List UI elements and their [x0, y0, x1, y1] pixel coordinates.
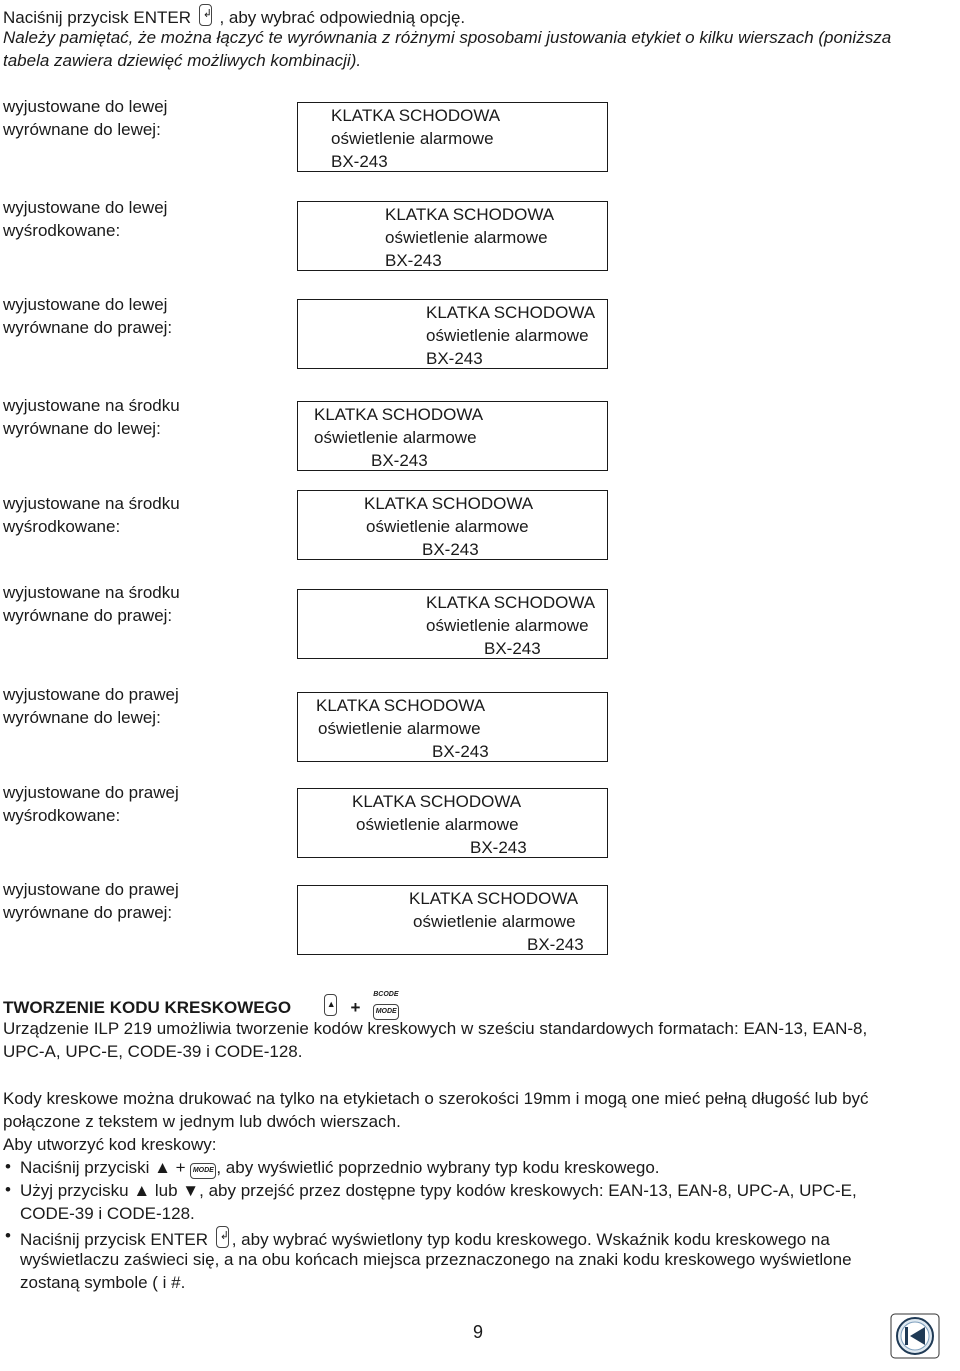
combination-label	[3, 683, 179, 729]
label-preview-line: oświetlenie alarmowe	[413, 912, 576, 931]
back-to-start-icon[interactable]	[890, 1313, 940, 1359]
p2-line-1: Kody kreskowe można drukować na tylko na etykietach o szerokości 19mm i mogą one mieć pełną długość lub być	[3, 1089, 869, 1108]
label-preview-line: BX-243	[331, 152, 388, 171]
label-preview-box	[297, 401, 608, 471]
justify-text: wyjustowane do prawej	[3, 783, 179, 802]
justify-text: wyjustowane do prawej	[3, 685, 179, 704]
section-title: TWORZENIE KODU KRESKOWEGO	[3, 998, 292, 1017]
label-preview-line: oświetlenie alarmowe	[356, 815, 519, 834]
label-preview-line: oświetlenie alarmowe	[318, 719, 481, 738]
justify-text: wyjustowane do lewej	[3, 97, 168, 116]
label-preview-line: KLATKA SCHODOWA	[352, 792, 522, 811]
combination-label	[3, 196, 167, 242]
bullet-2-line-2: CODE-39 i CODE-128.	[20, 1204, 195, 1223]
label-preview-line: KLATKA SCHODOWA	[331, 106, 501, 125]
combination-label	[3, 581, 180, 627]
bullet-dot: •	[5, 1157, 11, 1176]
bullet-3-line-3: zostaną symbole ( i #.	[20, 1273, 186, 1292]
label-preview-line: oświetlenie alarmowe	[426, 326, 589, 345]
label-preview-box	[297, 299, 608, 369]
intro-text: Naciśnij przycisk ENTER	[3, 8, 191, 27]
align-text: wyrównane do lewej:	[3, 708, 161, 727]
page-number: 9	[473, 1322, 484, 1342]
justify-text: wyjustowane do lewej	[3, 295, 168, 314]
label-preview-line: oświetlenie alarmowe	[426, 616, 589, 635]
label-preview-line: KLATKA SCHODOWA	[314, 405, 484, 424]
label-preview-line: BX-243	[484, 639, 541, 658]
label-preview-line: KLATKA SCHODOWA	[426, 303, 596, 322]
bullet-1-text: Naciśnij przyciski ▲ +	[20, 1158, 186, 1177]
mode-key-icon: MODE	[190, 1163, 216, 1179]
label-preview-line: BX-243	[385, 251, 442, 270]
bullet-3-text: Naciśnij przycisk ENTER	[20, 1230, 208, 1249]
mode-key-label: MODE	[373, 1004, 399, 1020]
bullet-1-text: , aby wyświetlić poprzednio wybrany typ kodu kreskowego.	[216, 1158, 660, 1177]
align-text: wyśrodkowane:	[3, 517, 121, 536]
justify-text: wyjustowane na środku	[3, 494, 180, 513]
p1-line-1: Urządzenie ILP 219 umożliwia tworzenie kodów kreskowych w sześciu standardowych formatach: EAN-13, EAN-8,	[3, 1019, 868, 1038]
label-preview-line: KLATKA SCHODOWA	[409, 889, 579, 908]
bcode-label: BCODE	[373, 991, 399, 998]
plus-sign: +	[350, 998, 361, 1017]
justify-text: wyjustowane do lewej	[3, 198, 168, 217]
label-preview-line: oświetlenie alarmowe	[331, 129, 494, 148]
enter-key-icon: ↲	[216, 1226, 229, 1248]
bullet-3-text: , aby wybrać wyświetlony typ kodu kreskowego. Wskaźnik kodu kreskowego na	[231, 1230, 830, 1249]
label-preview-line: BX-243	[470, 838, 527, 857]
label-preview-box	[297, 102, 608, 172]
bullet-2-line-1: Użyj przycisku ▲ lub ▼, aby przejść przez dostępne typy kodów kreskowych: EAN-13, EAN-8, UPC-A, UPC-E,	[20, 1181, 857, 1200]
label-preview-line: BX-243	[432, 742, 489, 761]
bullet-3-line-2: wyświetlaczu zaświeci się, a na obu końcach miejsca przeznaczonego na znaki kodu kreskowego wyświetlone	[20, 1250, 852, 1269]
justify-text: wyjustowane do prawej	[3, 880, 179, 899]
label-preview-line: BX-243	[422, 540, 479, 559]
label-preview-line: KLATKA SCHODOWA	[385, 205, 555, 224]
bullet-dot: •	[5, 1180, 11, 1199]
label-preview-line: oświetlenie alarmowe	[366, 517, 529, 536]
intro-line-1	[3, 4, 465, 29]
intro-line-3: tabela zawiera dziewięć możliwych kombinacji).	[3, 51, 362, 70]
label-preview-line: KLATKA SCHODOWA	[316, 696, 486, 715]
label-preview-line: KLATKA SCHODOWA	[426, 593, 596, 612]
intro-line-2: Należy pamiętać, że można łączyć te wyrównania z różnymi sposobami justowania etykiet o kilku wierszach (poniższa	[3, 28, 892, 47]
label-preview-line: BX-243	[527, 935, 584, 954]
label-preview-box	[297, 885, 608, 955]
align-text: wyśrodkowane:	[3, 806, 121, 825]
justify-text: wyjustowane na środku	[3, 396, 180, 415]
up-arrow-key-icon: ▲	[324, 994, 337, 1016]
label-preview-line: BX-243	[371, 451, 428, 470]
combination-label	[3, 781, 179, 827]
align-text: wyrównane do lewej:	[3, 419, 161, 438]
p2-line-2: połączone z tekstem w jednym lub dwóch wierszach.	[3, 1112, 401, 1131]
label-preview-line: KLATKA SCHODOWA	[364, 494, 534, 513]
align-text: wyrównane do lewej:	[3, 120, 161, 139]
combination-label	[3, 492, 180, 538]
justify-text: wyjustowane na środku	[3, 583, 180, 602]
align-text: wyśrodkowane:	[3, 221, 121, 240]
combination-label	[3, 293, 172, 339]
section-heading	[3, 991, 399, 1020]
label-preview-line: oświetlenie alarmowe	[314, 428, 477, 447]
align-text: wyrównane do prawej:	[3, 606, 173, 625]
p3-text: Aby utworzyć kod kreskowy:	[3, 1135, 217, 1154]
label-preview-box	[297, 788, 608, 858]
align-text: wyrównane do prawej:	[3, 318, 173, 337]
combination-label	[3, 95, 167, 141]
bullet-dot: •	[5, 1226, 11, 1245]
combination-label	[3, 394, 180, 440]
combination-label	[3, 878, 179, 924]
intro-text: , aby wybrać odpowiednią opcję.	[219, 8, 466, 27]
enter-key-icon: ↲	[199, 4, 212, 26]
label-preview-box	[297, 589, 608, 659]
label-preview-box	[297, 692, 608, 762]
p1-line-2: UPC-A, UPC-E, CODE-39 i CODE-128.	[3, 1042, 303, 1061]
bullet-3-line-1	[20, 1226, 830, 1251]
label-preview-line: oświetlenie alarmowe	[385, 228, 548, 247]
align-text: wyrównane do prawej:	[3, 903, 173, 922]
mode-key-icon	[373, 991, 399, 1020]
label-preview-line: BX-243	[426, 349, 483, 368]
label-preview-box	[297, 490, 608, 560]
bullet-1	[20, 1157, 660, 1179]
label-preview-box	[297, 201, 608, 271]
